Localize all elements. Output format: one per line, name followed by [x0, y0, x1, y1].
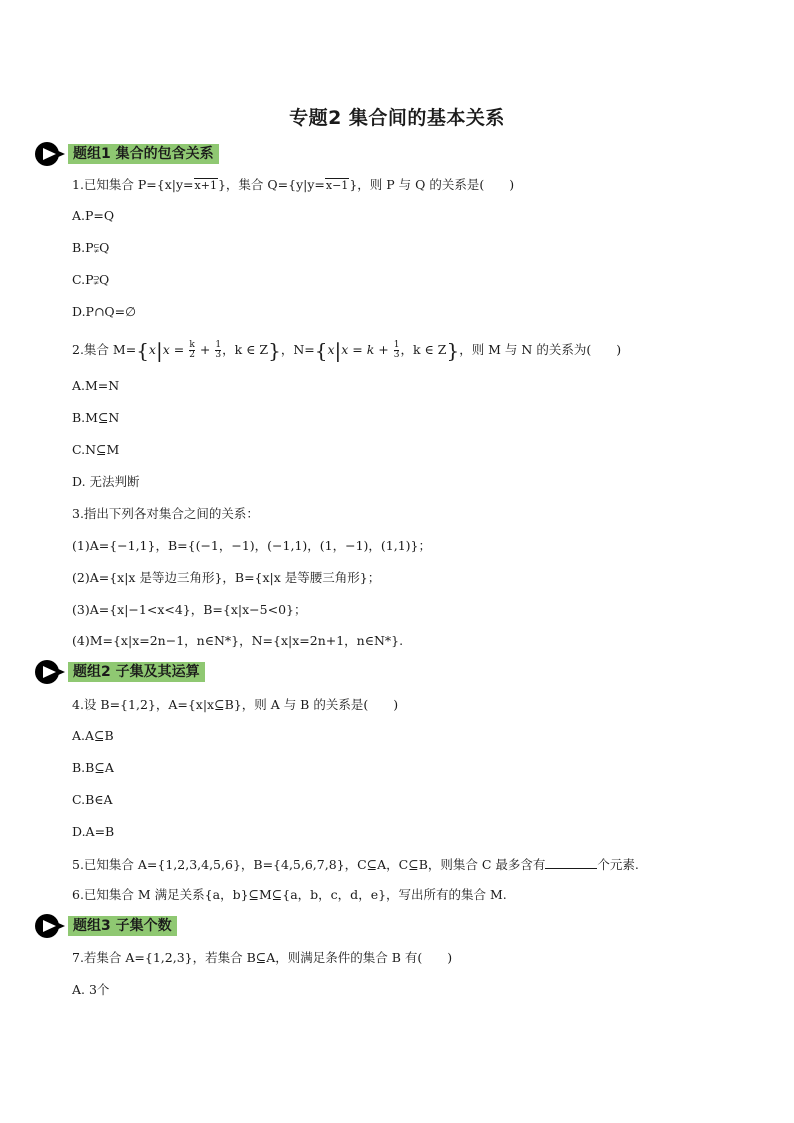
q3-item-4: (4)M={x|x=2n−1，n∈N*}，N={x|x=2n+1，n∈N*}.	[72, 633, 404, 648]
play-arrow-icon	[34, 913, 66, 939]
sqrt-x-plus-1: x+1	[194, 179, 217, 192]
q3-item-2: (2)A={x|x 是等边三角形}，B={x|x 是等腰三角形}；	[72, 570, 381, 585]
q2-option-b: B.M⊆N	[72, 410, 120, 425]
sqrt-x-minus-1: x−1	[325, 179, 349, 192]
q3-item-3: (3)A={x|−1<x<4}，B={x|x−5<0}；	[72, 602, 307, 617]
question-5-stem: 5.已知集合 A={1,2,3,4,5,6}，B={4,5,6,7,8}，C⊆A，C⊆B，则集合 C 最多含有 个元素.	[72, 857, 639, 872]
section-label: 题组1 集合的包含关系	[68, 144, 219, 164]
question-6-stem: 6.已知集合 M 满足关系{a，b}⊆M⊆{a，b，c，d，e}，写出所有的集合 M.	[72, 887, 507, 902]
q4-option-d: D.A=B	[72, 824, 115, 839]
section-label: 题组3 子集个数	[68, 916, 177, 936]
q7-option-a: A. 3个	[72, 982, 110, 997]
question-2-stem: 2.集合 M={x|x = $\frac{k}{2}$ + $\frac{1}{3}$ ，k ∈ Z}，N={x|x = k + $\frac{1}{3}$ ，k ∈ Z}，则 M 与 N 的关系为( )	[72, 338, 622, 363]
q1-option-b: B.P⫋Q	[72, 240, 110, 255]
q4-option-c: C.B∈A	[72, 792, 113, 807]
q1-option-d: D.P∩Q=∅	[72, 304, 137, 319]
question-7-stem: 7.若集合 A={1,2,3}，若集合 B⊆A，则满足条件的集合 B 有( )	[72, 950, 453, 965]
play-arrow-icon	[34, 141, 66, 167]
answer-blank	[545, 856, 597, 869]
q2-option-d: D. 无法判断	[72, 474, 140, 489]
question-1-stem: 1.已知集合 P={x|y=x+1}，集合 Q={y|y=x−1}，则 P 与 Q 的关系是( )	[72, 177, 515, 192]
section-label: 题组2 子集及其运算	[68, 662, 205, 682]
page-title: 专题2 集合间的基本关系	[289, 107, 505, 129]
play-arrow-icon	[34, 659, 66, 685]
q4-option-a: A.A⊆B	[72, 728, 114, 743]
q2-option-c: C.N⊆M	[72, 442, 120, 457]
q2-option-a: A.M=N	[72, 378, 120, 393]
question-4-stem: 4.设 B={1,2}，A={x|x⊆B}，则 A 与 B 的关系是( )	[72, 697, 399, 712]
question-3-stem: 3.指出下列各对集合之间的关系：	[72, 506, 259, 521]
q4-option-b: B.B⊆A	[72, 760, 114, 775]
q1-option-c: C.P⫌Q	[72, 272, 110, 287]
q3-item-1: (1)A={−1,1}，B={(−1，−1)，(−1,1)，(1，−1)，(1,1)}；	[72, 538, 432, 553]
q1-option-a: A.P=Q	[72, 208, 115, 223]
